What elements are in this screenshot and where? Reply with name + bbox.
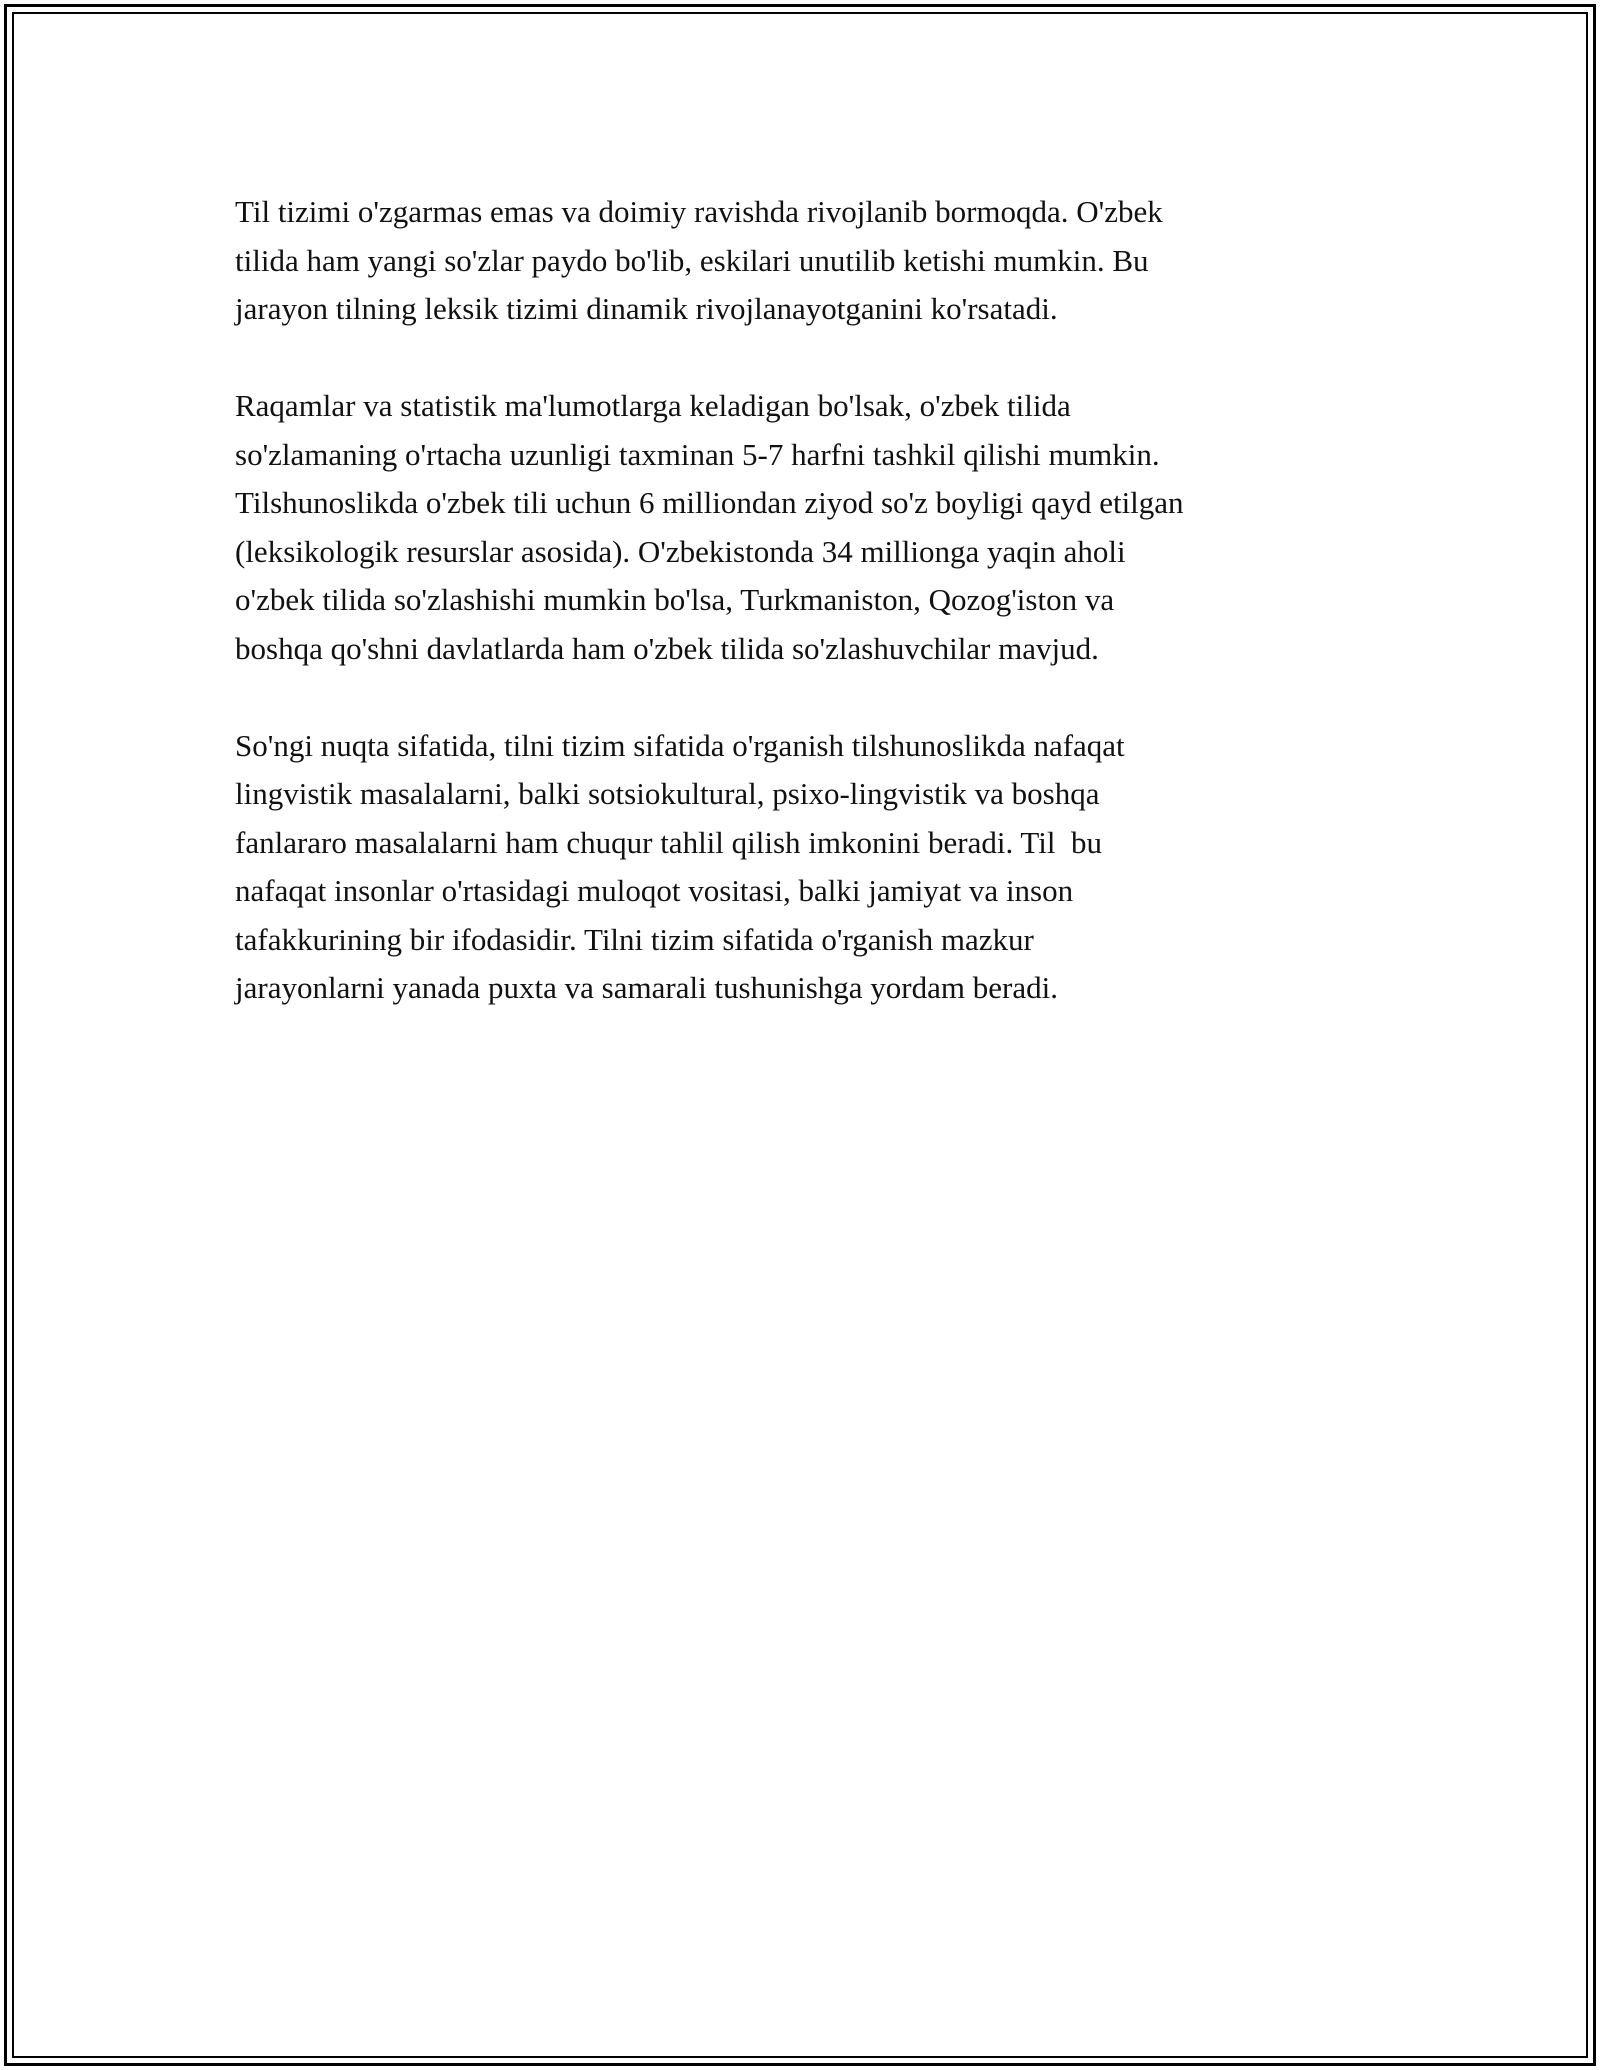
text-line: boshqa qo'shni davlatlarda ham o'zbek tilida so'zlashuvchilar mavjud.	[235, 630, 1099, 666]
text-line: o'zbek tilida so'zlashishi mumkin bo'lsa, Turkmaniston, Qozog'iston va	[235, 582, 1115, 617]
text-line: tafakkurining bir ifodasidir. Tilni tizim sifatida o'rganish mazkur	[235, 921, 1034, 957]
text-line: lingvistik masalalarni, balki sotsiokultural, psixo-lingvistik va boshqa	[235, 776, 1100, 811]
text-line: nafaqat insonlar o'rtasidagi muloqot vositasi, balki jamiyat va inson	[235, 873, 1074, 908]
text-line: (leksikologik resurslar asosida). O'zbekistonda 34 millionga yaqin aholi	[235, 533, 1126, 569]
text-line: fanlararo masalalarni ham chuqur tahlil qilish imkonini beradi. Til bu	[235, 824, 1102, 860]
paragraph-1	[235, 188, 1385, 334]
document-body	[235, 188, 1385, 1061]
text-line: So'ngi nuqta sifatida, tilni tizim sifatida o'rganish tilshunoslikda nafaqat	[235, 727, 1125, 763]
text-line: jarayon tilning leksik tizimi dinamik rivojlanayotganini ko'rsatadi.	[235, 291, 1058, 326]
paragraph-3	[235, 722, 1385, 1013]
text-line: Raqamlar va statistik ma'lumotlarga keladigan bo'lsak, o'zbek tilida	[235, 388, 1071, 423]
text-line: jarayonlarni yanada puxta va samarali tushunishga yordam beradi.	[235, 970, 1058, 1005]
text-line: tilida ham yangi so'zlar paydo bo'lib, eskilari unutilib ketishi mumkin. Bu	[235, 242, 1149, 278]
text-line: Tilshunoslikda o'zbek tili uchun 6 milliondan ziyod so'z boyligi qayd etilgan	[235, 485, 1184, 520]
text-line: Til tizimi o'zgarmas emas va doimiy ravishda rivojlanib bormoqda. O'zbek	[235, 194, 1163, 229]
text-line: so'zlamaning o'rtacha uzunligi taxminan 5-7 harfni tashkil qilishi mumkin.	[235, 436, 1160, 472]
paragraph-2	[235, 382, 1385, 673]
